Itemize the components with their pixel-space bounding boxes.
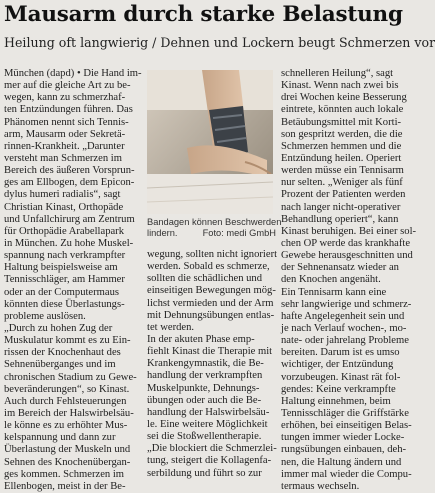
article-text-line: Krankengymnastik, die Be- bbox=[147, 358, 264, 370]
article-text-line: kelspannung und dann zur bbox=[4, 432, 116, 444]
article-text-line: Haltung einnehmen, beim bbox=[281, 395, 391, 407]
article-text-line: eintrete, könnten auch lokale bbox=[281, 104, 404, 116]
article-text-line: Gewebe herausgeschnitten und bbox=[281, 250, 413, 262]
article-text-line: Sehnenüberganges und im bbox=[4, 359, 116, 371]
article-text-line: Haltung beispielsweise am bbox=[4, 262, 118, 274]
article-text-line: könnten diese Überlastungs- bbox=[4, 298, 125, 310]
article-text-line: spannung nach verkrampfter bbox=[4, 250, 126, 262]
article-text-line: drei Wochen keine Besserung bbox=[281, 92, 407, 104]
article-text-line: nen, die Haltung ändern und bbox=[281, 456, 402, 468]
article-text-line: probleme auslösen. bbox=[4, 310, 86, 322]
article-text-line: dylus humeri radialis“, sagt bbox=[4, 189, 121, 201]
article-column-3 bbox=[281, 68, 415, 493]
article-text-line: oder an der Computermaus bbox=[4, 286, 120, 298]
article-text-line: wegen, kann zu schmerzhaf- bbox=[4, 92, 126, 104]
article-text-line: rinnen-Krankheit. „Darunter bbox=[4, 140, 125, 152]
article-text-line: le könne es zu erhöhter Mus- bbox=[4, 420, 128, 432]
article-text-line: Tennisschläger die Griffstärke bbox=[281, 407, 409, 419]
article-text-line: Bereich des äußeren Vorsprun- bbox=[4, 165, 135, 177]
article-text-line: termaus wechseln. bbox=[281, 480, 360, 492]
article-text-line: hafte Angelegenheit sein und bbox=[281, 310, 405, 322]
article-text-line: werden müsse ein Tennisarm bbox=[281, 165, 404, 177]
article-text-line: lichst vermieden und der Arm bbox=[147, 297, 274, 309]
article-text-line: handlung der verkrampften bbox=[147, 370, 263, 382]
caption-text-line2: lindern. bbox=[147, 228, 178, 238]
article-text-line: son gespritzt werden, die die bbox=[281, 128, 403, 140]
article-text-line: fiehlt Kinast die Therapie mit bbox=[147, 346, 273, 358]
article-text-line: rissen der Knochenhaut des bbox=[4, 347, 121, 359]
article-text-line: serbildung und führt so zur bbox=[147, 467, 262, 479]
article-text-line: rungsübungen einbauen, deh- bbox=[281, 444, 407, 456]
article-text-line: handlung der Halswirbelsäu- bbox=[147, 406, 270, 418]
article-text-line: den Knochen angenäht. bbox=[281, 274, 381, 286]
article-text-line: für Orthopädie Arabellapark bbox=[4, 225, 125, 237]
article-text-line: mit Dehnungsübungen entlas- bbox=[147, 309, 275, 321]
article-text-line: In der akuten Phase emp- bbox=[147, 333, 255, 345]
article-text-line: nur selten. „Weniger als fünf bbox=[281, 177, 403, 189]
article-text-line: „Durch zu hohen Zug der bbox=[4, 322, 113, 334]
article-text-line: ten Entzündungen führen. Das bbox=[4, 104, 133, 116]
article-text-line: mer auf die gleiche Art zu be- bbox=[4, 80, 131, 92]
article-subheadline: Heilung oft langwierig / Dehnen und Lockern beugt Schmerzen vor bbox=[4, 35, 435, 50]
article-text-line: übungen oder auch die Be- bbox=[147, 394, 262, 406]
article-text-line: Muskelpunkte, Dehnungs- bbox=[147, 382, 260, 394]
article-text-line: wichtiger, der Entzündung bbox=[281, 359, 394, 371]
article-text-line: werden. Sobald es schmerze, bbox=[147, 261, 270, 273]
article-text-line: Behandlung operiert“, kann bbox=[281, 213, 399, 225]
article-text-line: Betäubungsmittel mit Korti- bbox=[281, 116, 402, 128]
article-text-line: chronischen Stadium zu Gewe- bbox=[4, 371, 137, 383]
article-text-line: Kinast beruhigen. Bei einer sol- bbox=[281, 225, 417, 237]
article-text-line: Kinast. Wenn nach zwei bis bbox=[281, 80, 399, 92]
article-text-line: Phänomen nennt sich Tennis- bbox=[4, 116, 129, 128]
article-text-line: nate- oder jahrelang Probleme bbox=[281, 335, 409, 347]
article-text-line: vorzubeugen. Kinast rät fol- bbox=[281, 371, 401, 383]
article-text-line: wegung, sollten nicht ignoriert bbox=[147, 249, 278, 260]
article-text-line: tung, steigert die Kollagenfa- bbox=[147, 455, 272, 467]
article-text-line: nach langer nicht-operativer bbox=[281, 201, 401, 213]
caption-text: Bandagen können Beschwerden bbox=[147, 217, 282, 227]
photo-credit: Foto: medi GmbH bbox=[202, 228, 276, 238]
article-column-2 bbox=[147, 249, 276, 480]
article-text-line: einseitigen Bewegungen mög- bbox=[147, 285, 276, 297]
article-headline: Mausarm durch starke Belastung bbox=[4, 2, 403, 27]
article-text-line: sei die Stoßwellentherapie. bbox=[147, 431, 262, 443]
article-text-line: bereiten. Darum ist es umso bbox=[281, 347, 400, 359]
article-text-line: sollten die schädlichen und bbox=[147, 273, 263, 285]
article-text-line: der Sehnenansatz wieder an bbox=[281, 262, 399, 274]
article-text-line: beveränderungen“, so Kinast. bbox=[4, 383, 130, 395]
article-text-line: Ellenbogen, meist in der Be- bbox=[4, 480, 126, 492]
article-text-line: erhöhen, bei einseitigen Belas- bbox=[281, 420, 412, 432]
article-text-line: Sehnen des Knochenübergan- bbox=[4, 456, 131, 468]
arm-bandage-photo bbox=[147, 70, 273, 214]
article-text-line: ges kommen. Schmerzen im bbox=[4, 468, 125, 480]
article-text-line: Tennisschläger, am Hammer bbox=[4, 274, 125, 286]
article-text-line: Auch durch Fehlsteuerungen bbox=[4, 395, 127, 407]
article-text-line: München (dapd) • Die Hand im- bbox=[4, 68, 142, 79]
article-text-line: Überlastung der Muskeln und bbox=[4, 444, 131, 456]
article-text-line: Ein Tennisarm kann eine bbox=[281, 286, 387, 298]
article-text-line: „Die blockiert die Schmerzlei- bbox=[147, 443, 277, 455]
photo-illustration-icon bbox=[147, 70, 273, 214]
article-column-1 bbox=[4, 68, 140, 493]
article-text-line: Prozent der Patienten werden bbox=[281, 189, 406, 201]
article-text-line: arm, Mausarm oder Sekretä- bbox=[4, 128, 126, 140]
article-text-line: immer mal wieder die Compu- bbox=[281, 468, 412, 480]
article-text-line: Christian Kinast, Orthopäde bbox=[4, 201, 124, 213]
article-text-line: Entzündung heilen. Operiert bbox=[281, 152, 402, 164]
article-text-line: Schmerzen hemmen und die bbox=[281, 140, 402, 152]
article-text-line: ges am Ellbogen, dem Epicon- bbox=[4, 177, 135, 189]
article-text-line: tet werden. bbox=[147, 321, 195, 333]
article-text-line: tungen immer wieder Locke- bbox=[281, 432, 405, 444]
article-text-line: gendes: Keine verkrampfte bbox=[281, 383, 396, 395]
article-text-line: im Bereich der Halswirbelsäu- bbox=[4, 407, 134, 419]
article-text-line: Muskulatur kommt es zu Ein- bbox=[4, 335, 131, 347]
article-text-line: le. Eine weitere Möglichkeit bbox=[147, 418, 268, 430]
article-text-line: in München. Zu hohe Muskel- bbox=[4, 237, 134, 249]
article-text-line: versteht man Schmerzen im bbox=[4, 152, 122, 164]
article-text-line: schnelleren Heilung“, sagt bbox=[281, 68, 394, 79]
photo-caption bbox=[147, 217, 282, 239]
article-text-line: je nach Verlauf wochen-, mo- bbox=[281, 322, 407, 334]
article-text-line: und Unfallchirurg am Zentrum bbox=[4, 213, 135, 225]
article-text-line: sehr langwierige und schmerz- bbox=[281, 298, 412, 310]
article-text-line: chen OP werde das krankhafte bbox=[281, 237, 411, 249]
